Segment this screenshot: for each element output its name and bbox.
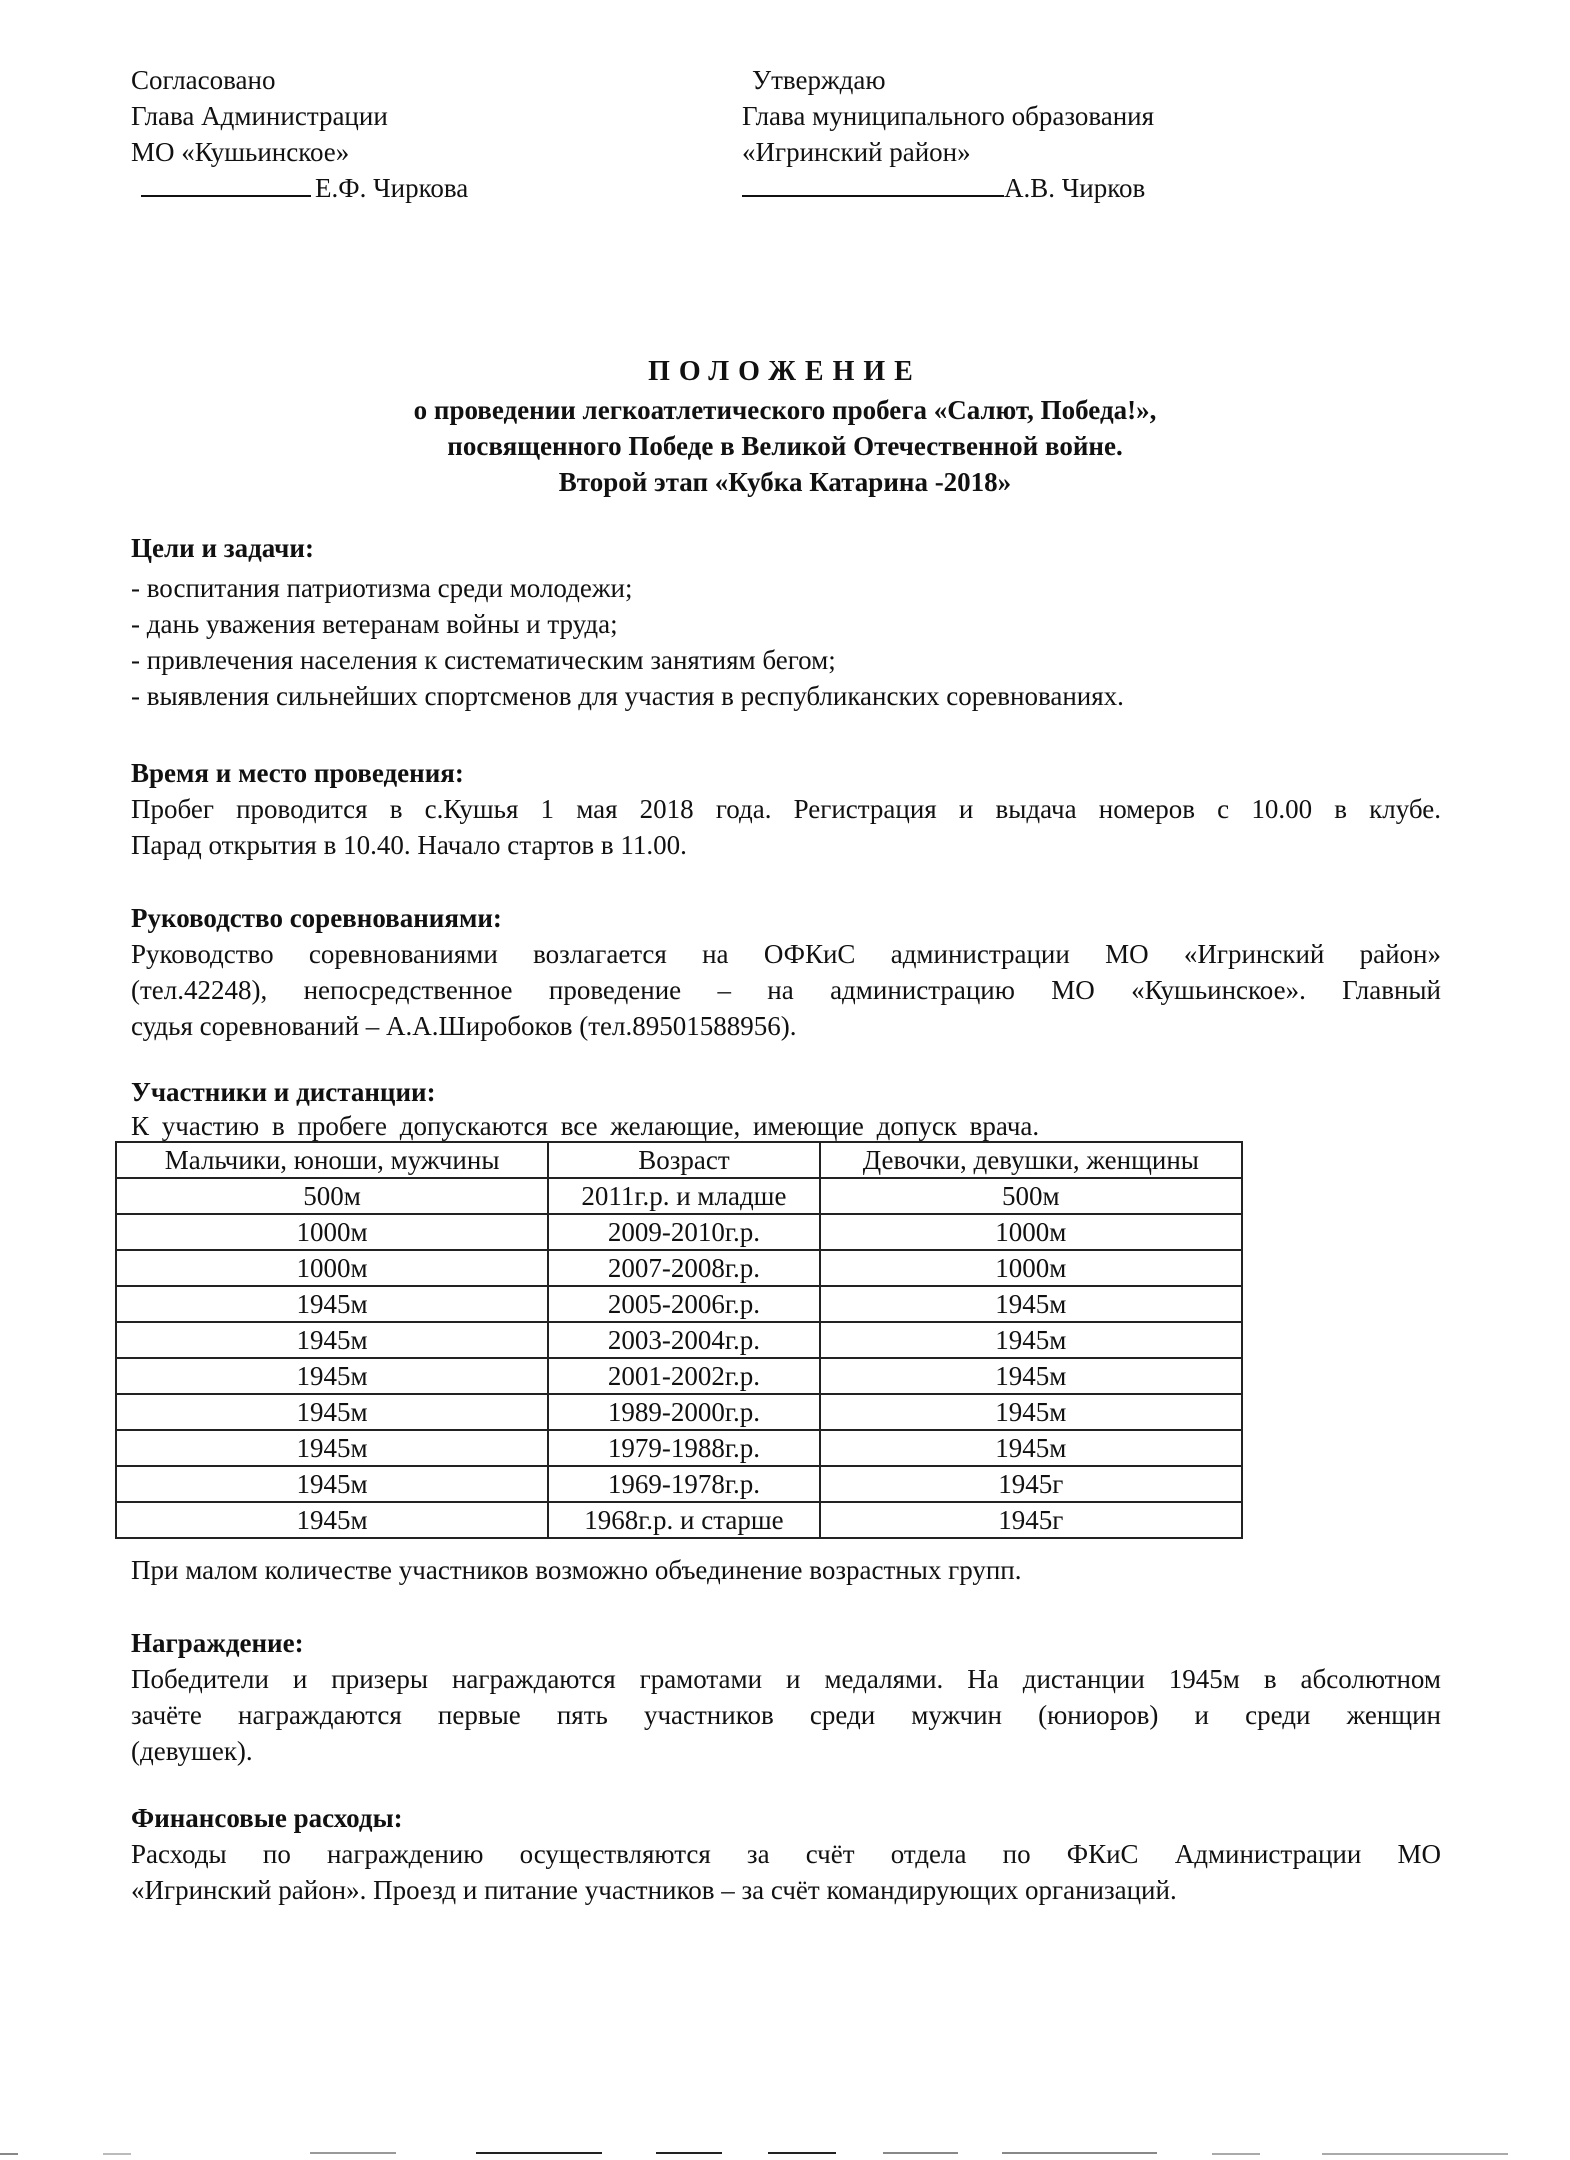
- section-heading: Участники и дистанции:: [131, 1077, 436, 1107]
- age-group: 1989-2000г.р.: [548, 1394, 819, 1430]
- paragraph-line: (тел.42248), непосредственное проведение – на администрацию МО «Кушьинское». Главный: [131, 975, 1441, 1005]
- girls-distance: 1945м: [820, 1430, 1242, 1466]
- goal-item: - привлечения населения к систематическим занятиям бегом;: [131, 645, 836, 675]
- scan-mark: [656, 2152, 722, 2154]
- boys-distance: 1945м: [116, 1286, 548, 1322]
- column-header: Девочки, девушки, женщины: [820, 1142, 1242, 1178]
- paragraph-line: (девушек).: [131, 1736, 253, 1766]
- paragraph-line: Пробег проводится в с.Кушья 1 мая 2018 года. Регистрация и выдача номеров с 10.00 в клубе.: [131, 794, 1441, 824]
- section-management: [131, 900, 1441, 1044]
- approval-left-position: Глава Администрации: [131, 101, 388, 131]
- paragraph-line: Руководство соревнованиями возлагается на ОФКиС администрации МО «Игринский район»: [131, 939, 1441, 969]
- girls-distance: 1945м: [820, 1322, 1242, 1358]
- approval-right-position: Глава муниципального образования: [742, 101, 1155, 131]
- distances-table: [115, 1141, 1243, 1539]
- section-participants: [131, 1074, 1441, 1142]
- paragraph-line: Парад открытия в 10.40. Начало стартов в 11.00.: [131, 830, 687, 860]
- goal-item: - выявления сильнейших спортсменов для участия в республиканских соревнованиях.: [131, 681, 1124, 711]
- title-line-1: о проведении легкоатлетического пробега «Салют, Победа!»,: [413, 395, 1157, 425]
- goal-item: - дань уважения ветеранам войны и труда;: [131, 609, 618, 639]
- signature-line: [141, 193, 311, 197]
- scan-mark: [768, 2152, 836, 2154]
- boys-distance: 1000м: [116, 1250, 548, 1286]
- approval-left-signature-row: [131, 170, 468, 206]
- scan-mark: [476, 2152, 602, 2154]
- table-row: [116, 1214, 1242, 1250]
- boys-distance: 1945м: [116, 1322, 548, 1358]
- scan-mark: [883, 2152, 958, 2154]
- approval-right-organization: «Игринский район»: [742, 137, 971, 167]
- age-group: 2003-2004г.р.: [548, 1322, 819, 1358]
- table-row: [116, 1358, 1242, 1394]
- girls-distance: 1000м: [820, 1214, 1242, 1250]
- boys-distance: 1945м: [116, 1502, 548, 1538]
- participants-note: При малом количестве участников возможно объединение возрастных групп.: [131, 1555, 1022, 1585]
- column-header: Возраст: [548, 1142, 819, 1178]
- boys-distance: 1945м: [116, 1466, 548, 1502]
- girls-distance: 1945г: [820, 1502, 1242, 1538]
- approval-right-label: Утверждаю: [752, 65, 886, 95]
- section-heading: Время и место проведения:: [131, 758, 464, 788]
- approval-right-signatory: А.В. Чирков: [1004, 173, 1146, 203]
- scan-mark: [103, 2153, 131, 2155]
- age-group: 1969-1978г.р.: [548, 1466, 819, 1502]
- scan-mark: [1322, 2153, 1508, 2155]
- boys-distance: 1000м: [116, 1214, 548, 1250]
- boys-distance: 500м: [116, 1178, 548, 1214]
- title-line-3: Второй этап «Кубка Катарина -2018»: [558, 467, 1012, 497]
- title-line-2: посвященного Победе в Великой Отечественной войне.: [447, 431, 1123, 461]
- paragraph-line: Победители и призеры награждаются грамотами и медалями. На дистанции 1945м в абсолютном: [131, 1664, 1441, 1694]
- girls-distance: 1945м: [820, 1286, 1242, 1322]
- girls-distance: 1945г: [820, 1466, 1242, 1502]
- column-header: Мальчики, юноши, мужчины: [116, 1142, 548, 1178]
- boys-distance: 1945м: [116, 1430, 548, 1466]
- age-group: 2009-2010г.р.: [548, 1214, 819, 1250]
- scan-mark: [0, 2153, 18, 2155]
- document-title: [0, 352, 1570, 500]
- paragraph-line: Расходы по награждению осуществляются за счёт отдела по ФКиС Администрации МО: [131, 1839, 1441, 1869]
- participants-intro: К участию в пробеге допускаются все желающие, имеющие допуск врача.: [131, 1111, 1040, 1141]
- section-heading: Финансовые расходы:: [131, 1803, 403, 1833]
- approval-left-label: Согласовано: [131, 65, 276, 95]
- table-row: [116, 1430, 1242, 1466]
- age-group: 2011г.р. и младше: [548, 1178, 819, 1214]
- table-row: [116, 1502, 1242, 1538]
- scan-mark: [1002, 2152, 1157, 2154]
- boys-distance: 1945м: [116, 1394, 548, 1430]
- scan-mark: [310, 2152, 396, 2154]
- section-awards: [131, 1625, 1441, 1769]
- girls-distance: 500м: [820, 1178, 1242, 1214]
- title-main: ПОЛОЖЕНИЕ: [648, 356, 922, 387]
- table-row: [116, 1250, 1242, 1286]
- age-group: 1968г.р. и старше: [548, 1502, 819, 1538]
- boys-distance: 1945м: [116, 1358, 548, 1394]
- section-goals: [131, 530, 1441, 714]
- approval-right: [742, 62, 1154, 206]
- paragraph-line: судья соревнований – А.А.Широбоков (тел.89501588956).: [131, 1011, 797, 1041]
- table-row: [116, 1286, 1242, 1322]
- girls-distance: 1945м: [820, 1358, 1242, 1394]
- approval-left-organization: МО «Кушьинское»: [131, 137, 350, 167]
- age-group: 2007-2008г.р.: [548, 1250, 819, 1286]
- approval-left: [131, 62, 468, 206]
- paragraph-line: «Игринский район». Проезд и питание участников – за счёт командирующих организаций.: [131, 1875, 1177, 1905]
- table-row: [116, 1322, 1242, 1358]
- girls-distance: 1945м: [820, 1394, 1242, 1430]
- table-row: [116, 1466, 1242, 1502]
- approval-right-signature-row: [742, 170, 1154, 206]
- goal-item: - воспитания патриотизма среди молодежи;: [131, 573, 633, 603]
- scan-mark: [1212, 2153, 1260, 2155]
- signature-line: [742, 193, 1004, 197]
- age-group: 2001-2002г.р.: [548, 1358, 819, 1394]
- section-finance: [131, 1800, 1441, 1908]
- section-time-place: [131, 755, 1441, 863]
- table-header-row: [116, 1142, 1242, 1178]
- girls-distance: 1000м: [820, 1250, 1242, 1286]
- section-heading: Награждение:: [131, 1628, 304, 1658]
- section-heading: Цели и задачи:: [131, 533, 314, 563]
- paragraph-line: зачёте награждаются первые пять участников среди мужчин (юниоров) и среди женщин: [131, 1700, 1441, 1730]
- section-heading: Руководство соревнованиями:: [131, 903, 502, 933]
- age-group: 2005-2006г.р.: [548, 1286, 819, 1322]
- table-row: [116, 1394, 1242, 1430]
- approval-left-signatory: Е.Ф. Чиркова: [315, 173, 469, 203]
- table-row: [116, 1178, 1242, 1214]
- age-group: 1979-1988г.р.: [548, 1430, 819, 1466]
